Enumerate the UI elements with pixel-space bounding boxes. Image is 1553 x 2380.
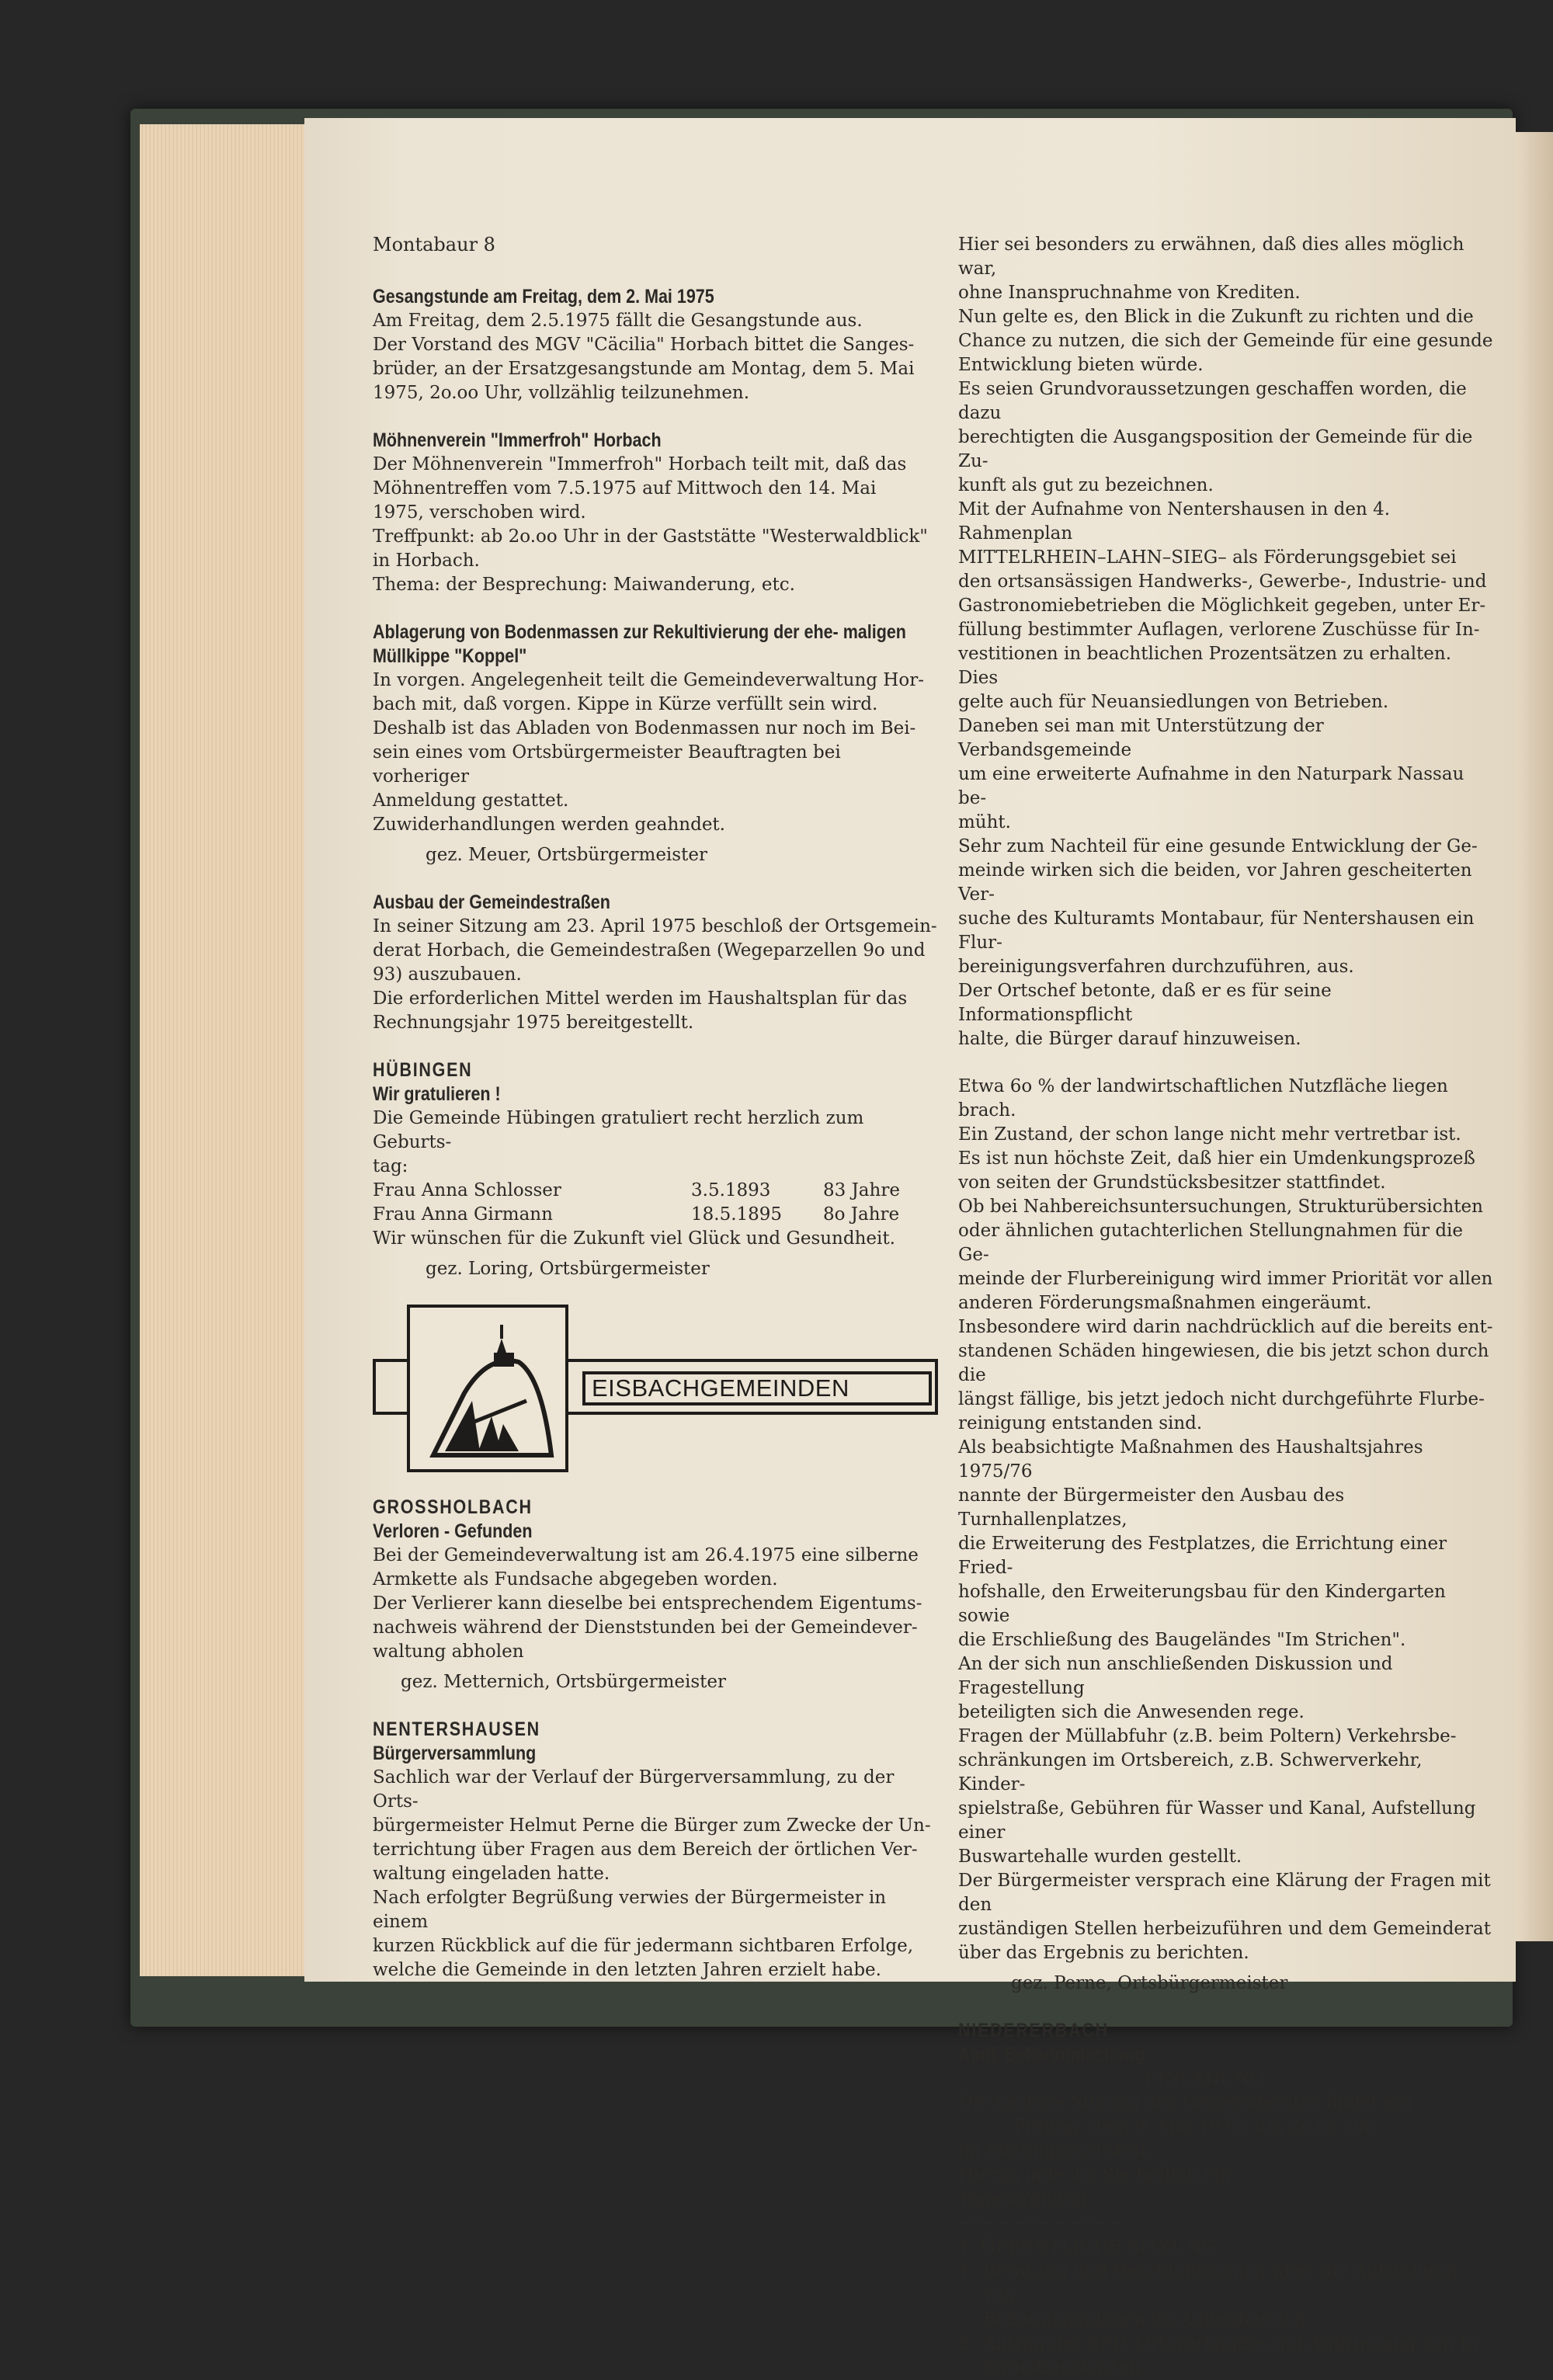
separator-dashes: ————————— [958,2213,1126,2233]
text-line: Rechnungsjahr 1975 bereitgestellt. [373,1013,694,1033]
article-title: Ausbau der Gemeindestraßen [373,891,610,913]
signature: gez. Perne, Ortsbürgermeister [1011,1973,1288,1993]
text-line: Der Möhnenverein "Immerfroh" Horbach teilt mit, daß das [373,454,907,474]
text-line: Deshalb ist das Abladen von Bodenmassen nur noch im Bei- [373,718,916,738]
text-line: Anmeldung gestattet. [373,790,569,811]
hill-church-logo-icon [410,1308,565,1469]
place-heading: NENTERSHAUSEN [373,1718,540,1740]
article-gesangstunde [373,285,940,405]
text-line: kunft als gut zu bezeichnen. [958,475,1214,495]
signature: gez. Meuer, Ortsbürgermeister [426,845,707,865]
text-line: Armkette als Fundsache abgegeben worden. [373,1569,778,1590]
text-line: 1975, verschoben wird. [373,502,586,523]
text-line: berechtigten die Ausgangsposition der Gemeinde für die Zu- [958,427,1473,471]
text-line: nachweis während der Dienststunden bei der Gemeindever- [373,1617,918,1638]
text-line: welche die Gemeinde in den letzten Jahren erzielt habe. [373,1960,881,1980]
article-grossholbach [373,1496,940,1694]
text-line: müht. [958,812,1011,832]
birthday-row [373,1203,940,1227]
text-line: Gastronomiebetrieben die Möglichkeit gegeben, unter Er- [958,596,1486,616]
article-moehnenverein [373,429,940,597]
birthday-age: 8o Jahre [823,1204,900,1225]
text-line: tag: [373,1156,408,1176]
text-line: gelte auch für Neuansiedlungen von Betrieben. [958,692,1389,712]
text-line: brüder, an der Ersatzgesangstunde am Montag, dem 5. Mai [373,359,915,379]
text-line: zuständigen Stellen herbeizuführen und dem Gemeinderat [958,1919,1491,1939]
text-line: vestitionen in beachtlichen Prozentsätzen zu erhalten. Dies [958,644,1452,688]
text-line: spielstraße, Gebühren für Wasser und Kanal, Aufstellung einer [958,1798,1476,1843]
text-line: Nach erfolgter Begrüßung verwies der Bürgermeister in einem [373,1888,887,1932]
text-line: Zuwiderhandlungen werden geahndet. [373,815,725,835]
text-line: Chance zu nutzen, die sich der Gemeinde für eine gesunde [958,331,1493,351]
eisbachgemeinden-banner [373,1305,940,1475]
text-line: Entwicklung bieten würde. [958,355,1204,375]
agenda-item [958,2332,1494,2380]
text-line: die Erweiterung des Festplatzes, die Errichtung einer Fried- [958,1534,1447,1578]
text-line: Freitag, dem 9. Mai 1975, um 2o.oo Uhr [1013,2117,1379,2137]
nentershausen-continued [958,233,1494,1051]
article-title: Amtl. Bekanntmachung [958,2044,1145,2066]
article-title: Wir gratulieren ! [373,1083,501,1105]
text-line: Der Vorstand des MGV "Cäcilia" Horbach bittet die Sanges- [373,335,915,355]
text-line: Am Freitag, dem 2.5.1975 fällt die Gesangstunde aus. [373,311,863,331]
text-line: Bei der Gemeindeverwaltung ist am 26.4.1975 eine silberne [373,1545,919,1565]
text-line: längst fällige, bis jetzt jedoch nicht durchgeführte Flurbe- [958,1389,1485,1409]
agenda-section: 1. ÖFFENTLICHE SITZUNG [958,2237,1217,2257]
facing-page-edge [1510,132,1553,1941]
text-line: Nun gelte es, den Blick in die Zukunft zu richten und die [958,307,1474,327]
text-line: Antrag des SPD–Ortsverbandes auf Anbringung von In- [983,2333,1485,2354]
text-line: bereinigungsverfahren durchzuführen, aus. [958,957,1354,977]
article-nentershausen [373,1718,940,1982]
birthday-name: Frau Anna Girmann [373,1204,553,1225]
text-line: im Sitzungssaal statt. [958,2141,1154,2161]
text-line: Der Bürgermeister versprach eine Klärung der Fragen mit den [958,1871,1491,1915]
text-line: über das Ergebnis zu berichten. [958,1943,1249,1963]
text-line: Wir wünschen für die Zukunft viel Glück und Gesundheit. [373,1228,895,1249]
text-line: Hier sei besonders zu erwähnen, daß dies alles möglich war, [958,235,1464,279]
text-line: Die Gemeinde Hübingen gratuliert recht herzlich zum Geburts- [373,1108,864,1152]
text-line: nannte der Bürgermeister den Ausbau des Turnhallenplatzes, [958,1485,1345,1530]
text-line: Als beabsichtigte Maßnahmen des Haushaltsjahres 1975/76 [958,1437,1423,1482]
text-line: Tagesordnung: [958,2189,1093,2209]
article-niedererbach [958,2019,1494,2380]
text-line: Die nächste Sitzung des Gemeinderates findet am [958,2093,1412,2113]
place-heading: GROSSHOLBACH [373,1496,533,1518]
text-line: meinde der Flurbereinigung wird immer Priorität vor allen [958,1269,1493,1289]
text-line: reinigung entstanden sind. [958,1413,1203,1433]
text-line: Es seien Grundvoraussetzungen geschaffen worden, die dazu [958,379,1467,423]
text-line: anderen Förderungsmaßnahmen eingeräumt. [958,1293,1372,1313]
text-line: In vorgen. Angelegenheit teilt die Gemeindeverwaltung Hor- [373,670,924,690]
text-line: Thema: der Besprechung: Maiwanderung, etc. [373,575,795,595]
text-line: Daneben sei man mit Unterstützung der Verbandsgemeinde [958,716,1324,760]
text-line: beteiligten sich die Anwesenden rege. [958,1702,1305,1722]
text-line: oder ähnlichen gutachterlichen Stellungnahmen für die Ge- [958,1221,1464,1265]
text-line: Hierzu lade ich Sie höflich ein. [958,2165,1237,2185]
text-line: Möhnentreffen vom 7.5.1975 auf Mittwoch den 14. Mai [373,478,877,499]
birthday-date: 3.5.1893 [691,1180,771,1200]
page-block-edge [140,124,308,1976]
text-line: von seiten der Grundstücksbesitzer stattfindet. [958,1173,1386,1193]
text-line: Ob bei Nahbereichsuntersuchungen, Strukturübersichten [958,1197,1483,1217]
agenda-number: 1. [958,2261,975,2281]
text-line: 93) auszubauen. [373,964,522,985]
left-column [373,233,940,2006]
text-line: meinde wirken sich die beiden, vor Jahren gescheiterten Ver- [958,860,1472,905]
banner-title: EISBACHGEMEINDEN [582,1371,932,1405]
banner-logo-box [407,1305,568,1472]
text-line: Etwa 6o % der landwirtschaftlichen Nutzfläche liegen brach. [958,1076,1448,1121]
text-line: Ein Zustand, der schon lange nicht mehr vertretbar ist. [958,1124,1461,1145]
text-line: Die erforderlichen Mittel werden im Haushaltsplan für das [373,988,908,1009]
place-heading: HÜBINGEN [373,1059,473,1081]
page-label: Montabaur 8 [373,234,495,255]
text-line: formationskästen [983,2357,1141,2378]
text-line: sein eines vom Ortsbürgermeister Beauftragten bei vorheriger [373,742,841,787]
birthday-name: Frau Anna Schlosser [373,1180,561,1200]
text-line: schränkungen im Ortsbereich, z.B. Schwerverkehr, Kinder- [958,1750,1423,1795]
text-line: Treffpunkt: ab 2o.oo Uhr in der Gaststätte "Westerwaldblick" [373,526,928,547]
text-line: bürgermeister Helmut Perne die Bürger zum Zwecke der Un- [373,1815,931,1836]
article-huebingen [373,1058,940,1281]
birthday-date: 18.5.1895 [691,1204,783,1225]
text-line: Fragen der Müllabfuhr (z.B. beim Poltern) Verkehrsbe- [958,1726,1457,1746]
text-line: Buswartehalle wurden gestellt. [958,1847,1242,1867]
text-line: Der Ortschef betonte, daß er es für seine Informationspflicht [958,981,1332,1025]
invitation-heading: EINLADUNG [1145,2069,1265,2089]
text-line: Sehr zum Nachteil für eine gesunde Entwicklung der Ge- [958,836,1478,856]
text-line: um eine erweiterte Aufnahme in den Naturpark Nassau be- [958,764,1464,808]
birthday-age: 83 Jahre [823,1180,900,1200]
text-line: suche des Kulturamts Montabaur, für Nentershausen ein Flur- [958,909,1475,953]
text-line: derat Horbach, die Gemeindestraßen (Wegeparzellen 9o und [373,940,926,961]
signature: gez. Metternich, Ortsbürgermeister [401,1672,726,1692]
text-line: Beratung und Beschlußfassung über die Aufstellung von [983,2261,1457,2305]
text-line: füllung bestimmter Auflagen, verlorene Zuschüsse für In- [958,620,1480,640]
text-line: In seiner Sitzung am 23. April 1975 beschloß der Ortsgemein- [373,916,937,936]
text-line: waltung abholen [373,1642,524,1662]
text-line: bach mit, daß vorgen. Kippe in Kürze verfüllt sein wird. [373,694,878,714]
article-ablagerung [373,620,940,867]
text-line: kurzen Rückblick auf die für jedermann sichtbaren Erfolge, [373,1936,914,1956]
article-title: Ablagerung von Bodenmassen zur Rekultivierung der ehe- maligen Müllkippe "Koppel" [373,621,906,667]
text-line: 1975, 2o.oo Uhr, vollzählig teilzunehmen. [373,383,750,403]
newspaper-page [304,118,1516,2378]
text-line: die Erschließung des Baugeländes "Im Strichen". [958,1630,1406,1650]
text-line: in Horbach. [373,551,480,571]
text-line: waltung eingeladen hatte. [373,1864,610,1884]
article-title: Gesangstunde am Freitag, dem 2. Mai 1975 [373,286,714,307]
text-line: halte, die Bürger darauf hinzuweisen. [958,1029,1301,1049]
text-line: ohne Inanspruchnahme von Krediten. [958,283,1301,303]
text-line: Sachlich war der Verlauf der Bürgerversammlung, zu der Orts- [373,1767,895,1812]
nentershausen-continued-2 [958,1075,1494,1996]
text-line: Insbesondere wird darin nachdrücklich auf die bereits ent- [958,1317,1493,1337]
agenda-number: 2. [958,2333,975,2354]
article-title: Bürgerversammlung [373,1742,537,1764]
birthday-row [373,1179,940,1203]
text-line: hofshalle, den Erweiterungsbau für den Kindergarten sowie [958,1582,1446,1626]
text-line: MITTELRHEIN–LAHN–SIEG– als Förderungsgebiet sei [958,547,1457,568]
article-ausbau [373,891,940,1035]
place-heading: NIEDERERBACH [958,2020,1109,2041]
signature: gez. Loring, Ortsbürgermeister [426,1259,710,1279]
article-title: Möhnenverein "Immerfroh" Horbach [373,429,662,451]
article-title: Verloren - Gefunden [373,1520,533,1542]
text-line: Mit der Aufnahme von Nentershausen in den 4. Rahmenplan [958,499,1391,544]
text-line: standenen Schäden hingewiesen, die bis jetzt schon durch die [958,1341,1489,1385]
text-line: terrichtung über Fragen aus dem Bereich der örtlichen Ver- [373,1840,918,1860]
right-column [958,233,1494,2380]
text-line: An der sich nun anschließenden Diskussion und Fragestellung [958,1654,1393,1698]
text-line: Bebauungsplänen im Außenbereich [983,2309,1306,2330]
text-line: den ortsansässigen Handwerks-, Gewerbe-, Industrie- und [958,572,1487,592]
text-line: Der Verlierer kann dieselbe bei entsprechendem Eigentums- [373,1593,922,1614]
text-line: Es ist nun höchste Zeit, daß hier ein Umdenkungsprozeß [958,1148,1475,1169]
agenda-item [958,2260,1494,2332]
